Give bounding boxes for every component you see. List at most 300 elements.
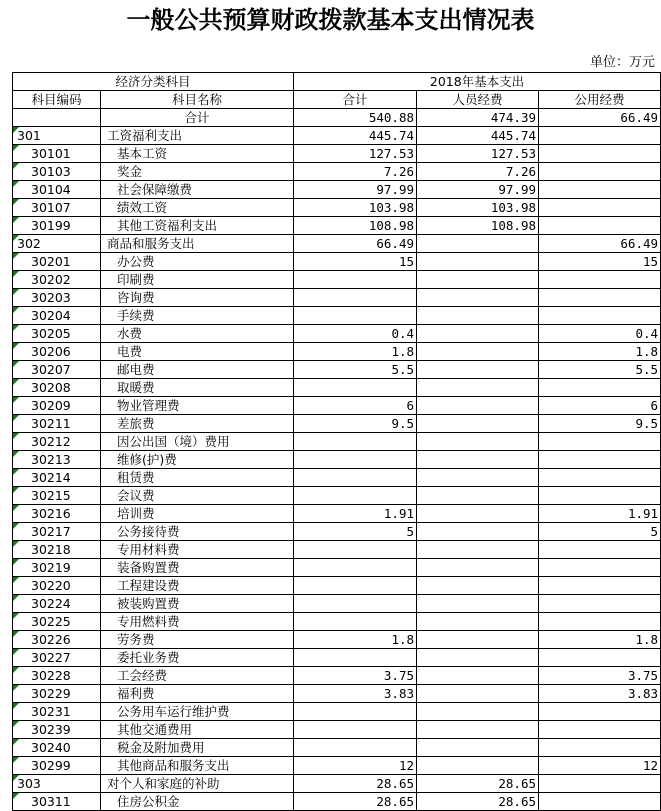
row-name-text: 税金及附加费用 [117,740,205,755]
row-public [539,181,661,199]
row-code [13,235,101,253]
row-total [294,505,417,523]
row-personnel [417,523,539,541]
table-row [13,631,661,649]
row-public [539,127,661,145]
row-code [13,667,101,685]
row-public [539,577,661,595]
row-name-text: 工会经费 [117,668,168,683]
row-code-text: 30226 [31,632,71,647]
cell-marker-icon [13,325,19,331]
row-personnel [417,235,539,253]
row-name-text: 对个人和家庭的补助 [107,776,220,791]
row-name [101,559,294,577]
row-total-text: 1.8 [391,632,415,647]
expenditure-table [12,72,661,811]
row-personnel [417,325,539,343]
row-public [539,595,661,613]
row-personnel [417,649,539,667]
row-name [101,217,294,235]
cell-marker-icon [13,793,19,799]
cell-marker-icon [13,451,19,457]
row-total [294,775,417,793]
row-name [101,703,294,721]
row-public-text: 9.5 [635,416,659,431]
row-name-text: 水费 [117,326,143,341]
cell-marker-icon [13,703,19,709]
row-total [294,613,417,631]
row-public-text: 5 [650,524,659,539]
cell-marker-icon [13,721,19,727]
table-row [13,217,661,235]
row-name-text: 因公出国（境）费用 [117,434,230,449]
row-code [13,757,101,775]
row-code [13,523,101,541]
row-total-text: 5.5 [391,362,415,377]
cell-marker-icon [13,397,19,403]
row-total-text: 28.65 [376,776,415,791]
row-code-text: 30231 [31,704,71,719]
group-header-row [13,73,661,91]
cell-marker-icon [13,613,19,619]
row-total-text: 1.91 [383,506,415,521]
row-public-text: 3.83 [627,686,659,701]
row-total-text: 127.53 [368,146,415,161]
table-row [13,289,661,307]
row-name-text: 基本工资 [117,146,168,161]
row-name [101,505,294,523]
row-public-text: 1.8 [635,632,659,647]
row-public [539,235,661,253]
row-public-text: 66.49 [620,236,659,251]
row-personnel [417,793,539,811]
row-name-text: 办公费 [117,254,155,269]
table-row [13,721,661,739]
row-public [539,685,661,703]
row-code-text: 30311 [31,794,71,809]
row-code [13,163,101,181]
row-code-text: 30208 [31,380,71,395]
row-total [294,217,417,235]
row-total [294,721,417,739]
row-name [101,181,294,199]
row-code [13,793,101,811]
col-header-name: 科目名称 [101,91,294,109]
row-personnel [417,163,539,181]
row-code-text: 301 [17,128,41,143]
table-row [13,595,661,613]
row-name-text: 租赁费 [117,470,155,485]
total-personnel: 474.39 [417,109,539,127]
row-code [13,469,101,487]
row-code [13,613,101,631]
row-total [294,361,417,379]
row-name [101,577,294,595]
cell-marker-icon [13,433,19,439]
cell-marker-icon [13,253,19,259]
row-code-text: 30104 [31,182,71,197]
row-code [13,415,101,433]
row-personnel [417,595,539,613]
cell-marker-icon [13,343,19,349]
cell-marker-icon [13,181,19,187]
row-code-text: 30219 [31,560,71,575]
row-name-text: 公务接待费 [117,524,180,539]
page-title: 一般公共预算财政拨款基本支出情况表 [126,5,535,34]
row-code-text: 30201 [31,254,71,269]
table-row [13,487,661,505]
row-total [294,685,417,703]
cell-marker-icon [13,487,19,493]
total-sum: 540.88 [294,109,417,127]
row-name-text: 物业管理费 [117,398,180,413]
row-name [101,289,294,307]
row-public-text: 15 [642,254,659,269]
row-public [539,199,661,217]
row-total [294,127,417,145]
row-name-text: 其他工资福利支出 [117,218,218,233]
group-header-right: 2018年基本支出 [294,73,661,91]
row-public-text: 6 [650,398,659,413]
row-total-text: 103.98 [368,200,415,215]
table-row [13,559,661,577]
row-total [294,595,417,613]
row-public [539,721,661,739]
row-name-text: 工程建设费 [117,578,180,593]
row-code-text: 30213 [31,452,71,467]
row-code-text: 303 [17,776,41,791]
row-name [101,415,294,433]
cell-marker-icon [13,127,19,133]
column-header-row [13,91,661,109]
table-body [13,127,661,811]
row-name-text: 电费 [117,344,143,359]
table-row [13,397,661,415]
row-name-text: 社会保障缴费 [117,182,193,197]
row-name-text: 印刷费 [117,272,155,287]
row-name [101,199,294,217]
row-code-text: 30206 [31,344,71,359]
row-total-text: 0.4 [391,326,415,341]
row-personnel [417,541,539,559]
cell-marker-icon [13,523,19,529]
row-code [13,253,101,271]
row-code [13,325,101,343]
row-public [539,325,661,343]
table-row [13,613,661,631]
table-row [13,307,661,325]
row-total-text: 3.75 [383,668,415,683]
row-total [294,325,417,343]
row-personnel-text: 28.65 [498,776,537,791]
row-personnel [417,217,539,235]
row-public [539,469,661,487]
row-public [539,613,661,631]
row-public [539,253,661,271]
row-code [13,685,101,703]
row-code [13,487,101,505]
row-name [101,739,294,757]
row-public-text: 5.5 [635,362,659,377]
row-total-text: 1.8 [391,344,415,359]
row-public-text: 1.8 [635,344,659,359]
row-code-text: 30207 [31,362,71,377]
cell-marker-icon [13,775,19,781]
row-personnel-text: 103.98 [490,200,537,215]
row-total-text: 5 [406,524,415,539]
row-code [13,559,101,577]
row-public [539,451,661,469]
row-code [13,127,101,145]
row-name-text: 其他商品和服务支出 [117,758,230,773]
row-code [13,307,101,325]
table-row [13,325,661,343]
table-row [13,145,661,163]
row-code [13,361,101,379]
table-row [13,577,661,595]
row-public-text: 0.4 [635,326,659,341]
cell-marker-icon [13,379,19,385]
row-name [101,631,294,649]
row-personnel [417,361,539,379]
unit-label: 单位：万元 [589,55,655,70]
row-personnel [417,181,539,199]
row-personnel-text: 7.26 [505,164,537,179]
table-row [13,415,661,433]
row-personnel [417,559,539,577]
row-code [13,577,101,595]
row-code [13,595,101,613]
row-public [539,775,661,793]
row-public [539,415,661,433]
row-personnel-text: 28.65 [498,794,537,809]
row-personnel [417,379,539,397]
table-row [13,505,661,523]
row-code-text: 30202 [31,272,71,287]
row-code [13,649,101,667]
table-row [13,469,661,487]
row-name [101,163,294,181]
row-name-text: 委托业务费 [117,650,180,665]
row-public-text: 1.91 [627,506,659,521]
row-code-text: 30103 [31,164,71,179]
row-name [101,469,294,487]
col-header-public: 公用经费 [539,91,661,109]
cell-marker-icon [13,577,19,583]
row-code [13,721,101,739]
row-name-text: 培训费 [117,506,155,521]
cell-marker-icon [13,649,19,655]
row-code-text: 30225 [31,614,71,629]
row-name-text: 奖金 [117,164,143,179]
row-code-text: 30216 [31,506,71,521]
table-row [13,523,661,541]
row-code-text: 30212 [31,434,71,449]
table-row [13,433,661,451]
row-code-text: 30228 [31,668,71,683]
row-total [294,253,417,271]
row-code-text: 30227 [31,650,71,665]
row-total [294,739,417,757]
row-name-text: 咨询费 [117,290,155,305]
row-public [539,487,661,505]
row-personnel [417,307,539,325]
row-name [101,253,294,271]
table-row [13,703,661,721]
row-public [539,397,661,415]
row-personnel [417,505,539,523]
cell-marker-icon [13,145,19,151]
row-personnel [417,397,539,415]
row-total-text: 15 [398,254,415,269]
row-personnel [417,703,539,721]
row-code [13,703,101,721]
row-public [539,307,661,325]
row-total [294,487,417,505]
cell-marker-icon [13,667,19,673]
row-total-text: 108.98 [368,218,415,233]
row-total-text: 28.65 [376,794,415,809]
table-row [13,451,661,469]
row-total [294,469,417,487]
row-code-text: 30220 [31,578,71,593]
row-name [101,595,294,613]
row-code [13,217,101,235]
row-public [539,289,661,307]
row-code-text: 30217 [31,524,71,539]
row-public [539,271,661,289]
row-public [539,145,661,163]
row-name-text: 手续费 [117,308,155,323]
cell-marker-icon [13,757,19,763]
row-code [13,739,101,757]
table-row [13,181,661,199]
cell-marker-icon [13,307,19,313]
row-name-text: 邮电费 [117,362,155,377]
row-name [101,451,294,469]
row-public [539,523,661,541]
row-code [13,505,101,523]
row-code [13,181,101,199]
row-code-text: 30107 [31,200,71,215]
row-code-text: 30214 [31,470,71,485]
row-public-text: 3.75 [627,668,659,683]
cell-marker-icon [13,199,19,205]
cell-marker-icon [13,217,19,223]
row-name [101,343,294,361]
row-code-text: 30239 [31,722,71,737]
row-public [539,739,661,757]
row-code-text: 30199 [31,218,71,233]
table-row [13,343,661,361]
row-personnel [417,127,539,145]
col-header-code: 科目编码 [13,91,101,109]
cell-marker-icon [13,163,19,169]
row-code-text: 30101 [31,146,71,161]
cell-marker-icon [13,685,19,691]
row-personnel [417,631,539,649]
table-row [13,649,661,667]
row-personnel [417,685,539,703]
row-name [101,127,294,145]
row-total [294,757,417,775]
row-total [294,199,417,217]
row-total [294,235,417,253]
row-name [101,271,294,289]
row-name-text: 维修(护)费 [117,452,177,467]
row-personnel [417,739,539,757]
row-total [294,271,417,289]
row-total [294,181,417,199]
row-total [294,343,417,361]
row-personnel-text: 97.99 [498,182,537,197]
row-code-text: 30218 [31,542,71,557]
row-name-text: 其他交通费用 [117,722,193,737]
cell-marker-icon [13,541,19,547]
row-name-text: 取暖费 [117,380,155,395]
group-header-left: 经济分类科目 [13,73,294,91]
cell-marker-icon [13,271,19,277]
row-total-text: 3.83 [383,686,415,701]
row-name [101,361,294,379]
row-total-text: 445.74 [368,128,415,143]
row-code-text: 30203 [31,290,71,305]
total-code [13,109,101,127]
row-code [13,145,101,163]
row-public [539,793,661,811]
row-name [101,667,294,685]
col-header-total: 合计 [294,91,417,109]
row-total [294,397,417,415]
row-name [101,235,294,253]
row-total [294,145,417,163]
row-name-text: 工资福利支出 [107,128,183,143]
row-total [294,577,417,595]
row-personnel [417,487,539,505]
row-name-text: 绩效工资 [117,200,168,215]
table-row [13,127,661,145]
row-code [13,397,101,415]
row-name-text: 会议费 [117,488,155,503]
row-code [13,343,101,361]
row-personnel-text: 445.74 [490,128,537,143]
row-code-text: 30204 [31,308,71,323]
cell-marker-icon [13,469,19,475]
row-total [294,667,417,685]
row-total [294,379,417,397]
row-personnel [417,469,539,487]
row-total [294,307,417,325]
row-name-text: 住房公积金 [117,794,180,809]
row-total-text: 97.99 [376,182,415,197]
row-name-text: 商品和服务支出 [107,236,195,251]
cell-marker-icon [13,559,19,565]
row-personnel [417,415,539,433]
table-row [13,379,661,397]
table-row [13,739,661,757]
row-personnel-text: 108.98 [490,218,537,233]
row-code [13,433,101,451]
row-code-text: 302 [17,236,41,251]
row-name [101,685,294,703]
table-row [13,775,661,793]
cell-marker-icon [13,505,19,511]
row-total [294,541,417,559]
row-name [101,433,294,451]
row-code-text: 30229 [31,686,71,701]
row-public [539,667,661,685]
row-name-text: 劳务费 [117,632,155,647]
